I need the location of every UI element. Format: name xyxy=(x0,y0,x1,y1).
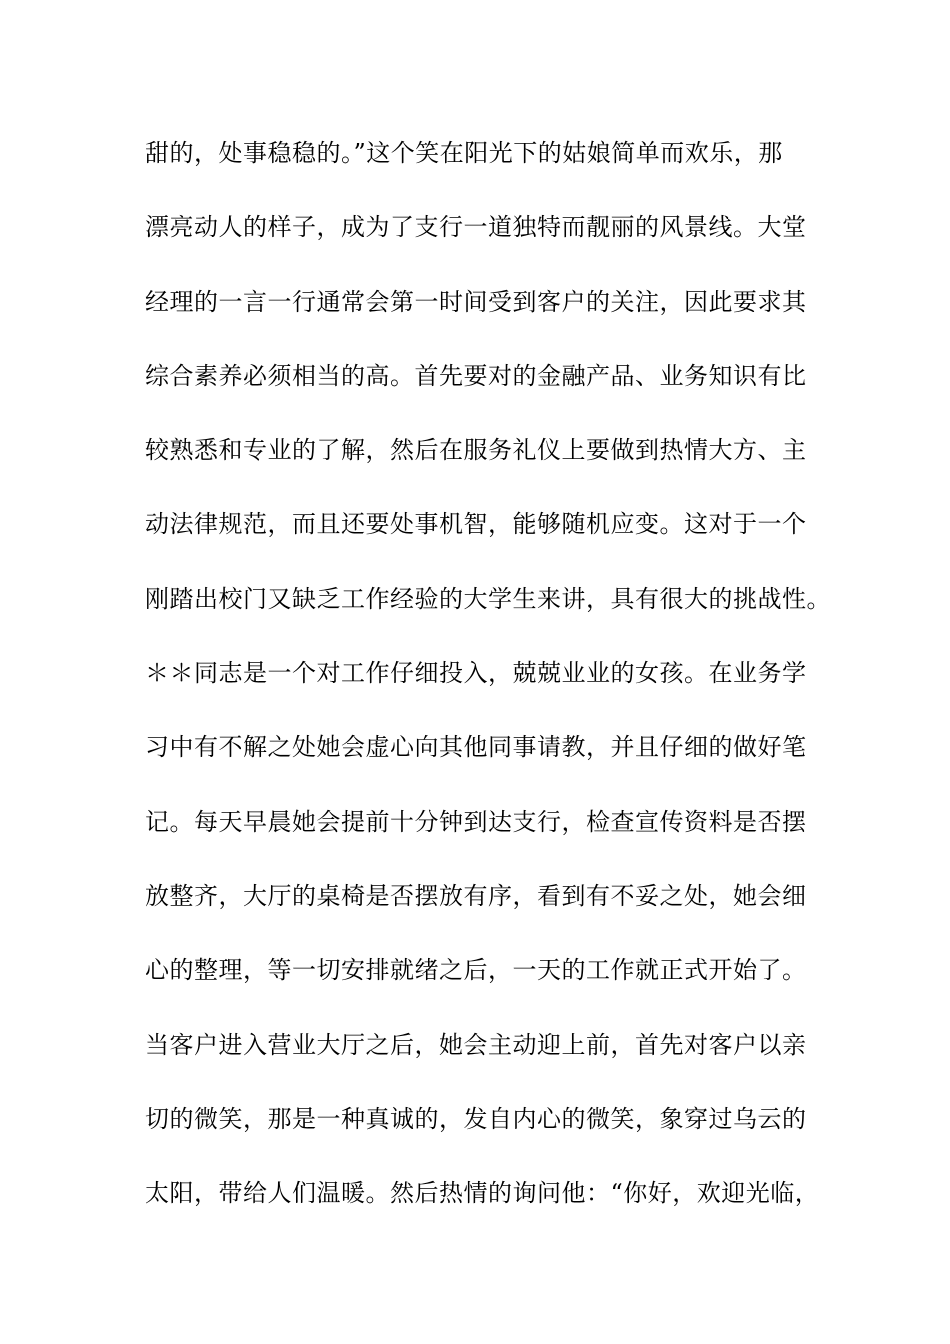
text-line: 放整齐，大厅的桌椅是否摆放有序，看到有不妥之处，她会细 xyxy=(145,881,807,910)
text-line: 甜的，处事稳稳的。”这个笑在阳光下的姑娘简单而欢乐，那 xyxy=(145,139,783,167)
text-line: ＊＊同志是一个对工作仔细投入，兢兢业业的女孩。在业务学 xyxy=(145,659,807,688)
text-line: 太阳，带给人们温暖。然后热情的询问他：“你好，欢迎光临， xyxy=(145,1179,820,1208)
text-line: 较熟悉和专业的了解，然后在服务礼仪上要做到热情大方、主 xyxy=(145,436,807,465)
text-line: 当客户进入营业大厅之后，她会主动迎上前，首先对客户以亲 xyxy=(145,1030,807,1059)
text-line: 习中有不解之处她会虚心向其他同事请教，并且仔细的做好笔 xyxy=(145,733,807,762)
text-line: 刚踏出校门又缺乏工作经验的大学生来讲，具有很大的挑战性。 xyxy=(145,584,831,613)
text-line: 经理的一言一行通常会第一时间受到客户的关注，因此要求其 xyxy=(145,287,807,316)
text-line: 记。每天早晨她会提前十分钟到达支行，检查宣传资料是否摆 xyxy=(145,807,807,836)
text-line: 切的微笑，那是一种真诚的，发自内心的微笑，象穿过乌云的 xyxy=(145,1104,807,1133)
text-line: 漂亮动人的样子，成为了支行一道独特而靓丽的风景线。大堂 xyxy=(145,213,807,242)
body-text xyxy=(145,132,831,1246)
text-line: 综合素养必须相当的高。首先要对的金融产品、业务知识有比 xyxy=(145,361,807,390)
text-line: 心的整理，等一切安排就绪之后，一天的工作就正式开始了。 xyxy=(145,956,807,985)
text-line: 动法律规范，而且还要处事机智，能够随机应变。这对于一个 xyxy=(145,510,807,539)
